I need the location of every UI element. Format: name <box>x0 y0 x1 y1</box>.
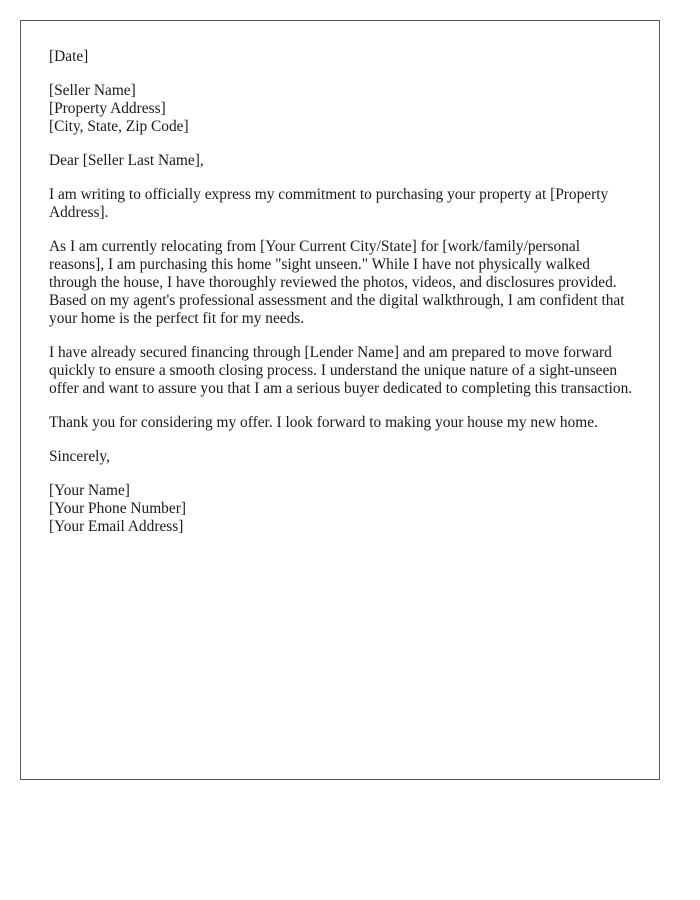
signature-name: [Your Name] <box>49 482 130 499</box>
signature-email: [Your Email Address] <box>49 518 184 535</box>
closing: Sincerely, <box>49 448 110 465</box>
recipient-city-state-zip: [City, State, Zip Code] <box>49 118 189 135</box>
recipient-block <box>49 82 634 136</box>
recipient-name: [Seller Name] <box>49 82 136 99</box>
signature-phone: [Your Phone Number] <box>49 500 186 517</box>
paragraph-relocation: As I am currently relocating from [Your Current City/State] for [work/family/personal reasons], I am purchasing this home "sight unseen." While I have not physically walked through the house, I have thoroughly reviewed the photos, videos, and disclosures provided. Based on my agent's professional assessment and the digital walkthrough, I am confident that your home is the perfect fit for my needs. <box>49 238 625 327</box>
paragraph-intro: I am writing to officially express my commitment to purchasing your property at [Property Address]. <box>49 186 609 221</box>
salutation: Dear [Seller Last Name], <box>49 152 204 169</box>
letter-body <box>49 48 634 552</box>
paragraph-financing: I have already secured financing through [Lender Name] and am prepared to move forward quickly to ensure a smooth closing process. I understand the unique nature of a sight-unseen offer and want to assure you that I am a serious buyer dedicated to completing this transaction. <box>49 344 633 397</box>
signature-block <box>49 482 634 536</box>
letter-page <box>20 20 660 780</box>
letter-date: [Date] <box>49 48 89 65</box>
paragraph-thanks: Thank you for considering my offer. I look forward to making your house my new home. <box>49 414 598 431</box>
recipient-address: [Property Address] <box>49 100 166 117</box>
